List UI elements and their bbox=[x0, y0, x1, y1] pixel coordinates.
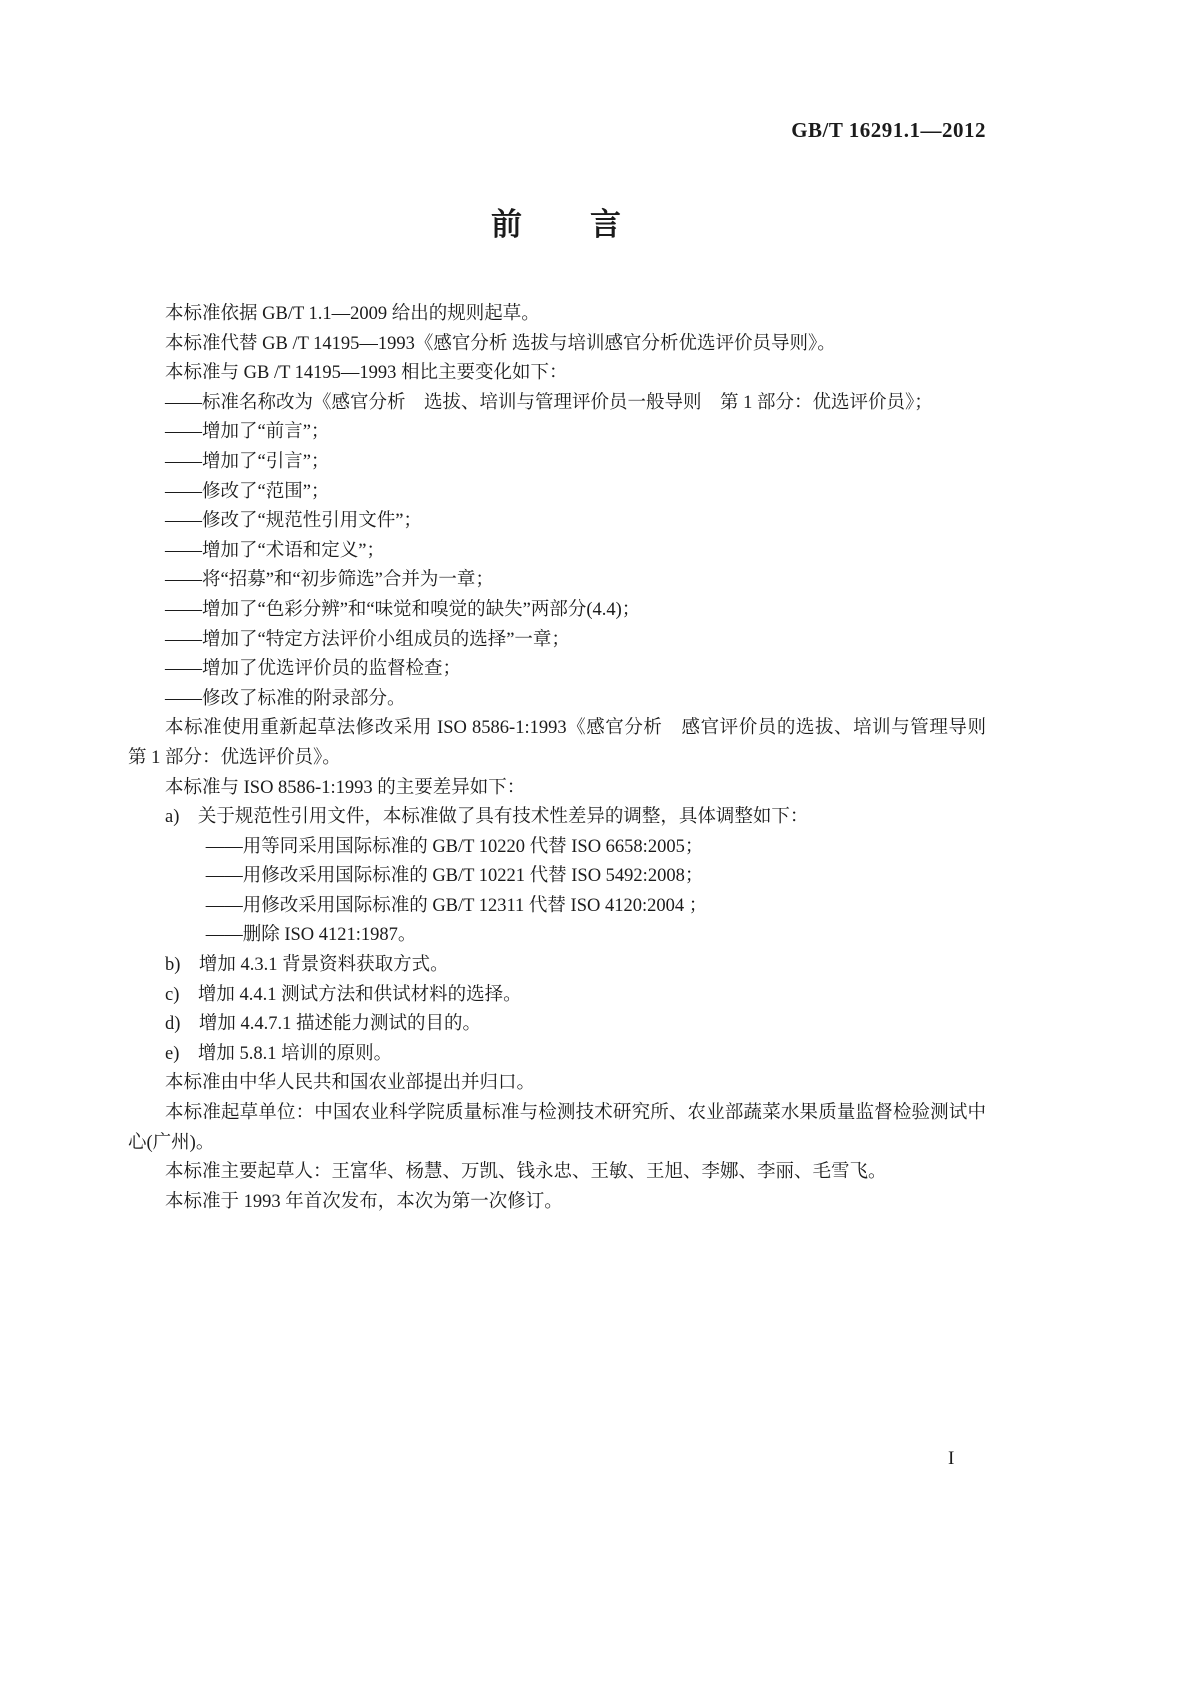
paragraph: 本标准依据 GB/T 1.1—2009 给出的规则起草。 bbox=[165, 304, 540, 324]
paragraph: ——增加了“引言”； bbox=[165, 451, 330, 472]
paragraph: ——用修改采用国际标准的 GB/T 10221 代替 ISO 5492:2008； bbox=[205, 866, 704, 887]
paragraph: ——用修改采用国际标准的 GB/T 12311 代替 ISO 4120:2004 ； bbox=[205, 895, 708, 916]
paragraph: ——增加了“术语和定义”； bbox=[165, 540, 385, 561]
paragraph: b) 增加 4.3.1 背景资料获取方式。 bbox=[165, 955, 449, 976]
paragraph: ——将“招募”和“初步筛选”合并为一章； bbox=[165, 570, 494, 591]
paragraph: ——修改了“规范性引用文件”； bbox=[165, 511, 422, 532]
paragraph: ——用等同采用国际标准的 GB/T 10220 代替 ISO 6658:2005； bbox=[205, 836, 704, 857]
paragraph: 本标准起草单位：中国农业科学院质量标准与检测技术研究所、农业部蔬菜水果质量监督检验测试中心(广州)。 bbox=[128, 1103, 986, 1153]
page-number: I bbox=[948, 1448, 955, 1469]
paragraph: 本标准与 GB /T 14195—1993 相比主要变化如下： bbox=[165, 363, 568, 384]
paragraph: ——标准名称改为《感官分析 选拔、培训与管理评价员一般导则 第 1 部分：优选评价员》； bbox=[165, 392, 933, 413]
paragraph: a) 关于规范性引用文件，本标准做了具有技术性差异的调整，具体调整如下： bbox=[165, 807, 809, 828]
paragraph: 本标准由中华人民共和国农业部提出并归口。 bbox=[165, 1073, 536, 1094]
paragraph: 本标准代替 GB /T 14195—1993《感官分析 选拔与培训感官分析优选评价员导则》。 bbox=[165, 333, 836, 354]
paragraph: 本标准使用重新起草法修改采用 ISO 8586-1:1993《感官分析 感官评价员的选拔、培训与管理导则 第 1 部分：优选评价员》。 bbox=[128, 718, 1005, 768]
paragraph: ——增加了“特定方法评价小组成员的选择”一章； bbox=[165, 629, 570, 650]
paragraph: ——增加了“色彩分辨”和“味觉和嗅觉的缺失”两部分(4.4)； bbox=[165, 599, 641, 620]
page-title: 前 言 bbox=[491, 207, 623, 242]
paragraph: ——删除 ISO 4121:1987。 bbox=[205, 925, 417, 946]
paragraph: ——修改了标准的附录部分。 bbox=[165, 688, 406, 709]
page-content bbox=[128, 118, 1005, 1217]
paragraph: c) 增加 4.4.1 测试方法和供试材料的选择。 bbox=[165, 984, 522, 1005]
document-body bbox=[128, 300, 1005, 1217]
paragraph: d) 增加 4.4.7.1 描述能力测试的目的。 bbox=[165, 1014, 482, 1035]
standard-number: GB/T 16291.1—2012 bbox=[791, 118, 986, 142]
paragraph: ——增加了优选评价员的监督检查； bbox=[165, 659, 462, 680]
paragraph: 本标准于 1993 年首次发布，本次为第一次修订。 bbox=[165, 1191, 563, 1212]
paragraph: 本标准与 ISO 8586-1:1993 的主要差异如下： bbox=[165, 777, 526, 798]
paragraph: 本标准主要起草人：王富华、杨慧、万凯、钱永忠、王敏、王旭、李娜、李丽、毛雪飞。 bbox=[165, 1162, 887, 1183]
paragraph: ——增加了“前言”； bbox=[165, 422, 330, 443]
paragraph: e) 增加 5.8.1 培训的原则。 bbox=[165, 1043, 393, 1064]
paragraph: ——修改了“范围”； bbox=[165, 481, 330, 502]
